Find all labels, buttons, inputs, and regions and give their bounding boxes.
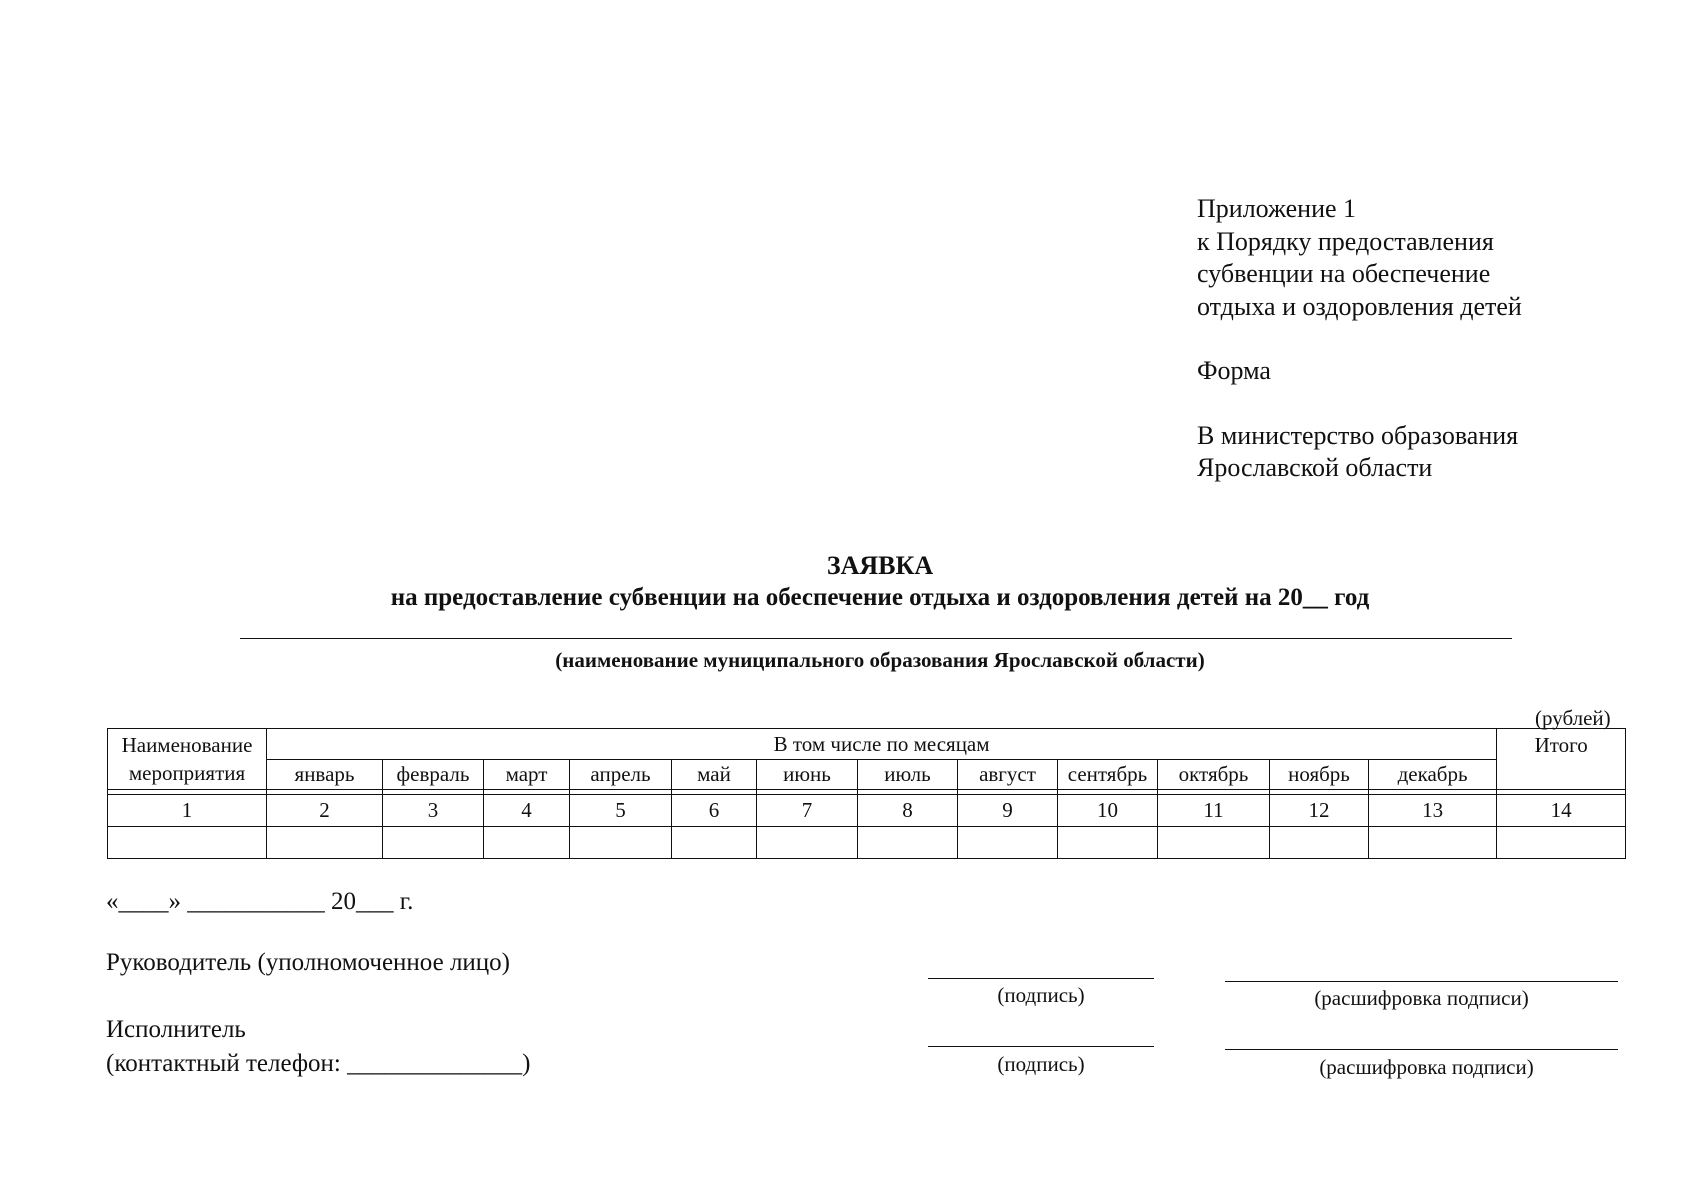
signature-caption: (подпись) xyxy=(997,1052,1085,1076)
column-number: 5 xyxy=(570,795,672,827)
annex-line: отдыха и оздоровления детей xyxy=(1197,291,1522,321)
units-label: (рублей) xyxy=(1535,706,1611,730)
executor-signature-line xyxy=(928,1046,1154,1047)
head-signature-line xyxy=(928,978,1154,979)
header-activity-name xyxy=(108,729,267,790)
month-june: июнь xyxy=(757,760,858,790)
form-label: Форма xyxy=(1197,356,1271,385)
data-cell[interactable] xyxy=(1270,827,1369,859)
column-number: 12 xyxy=(1270,795,1369,827)
month-january: январь xyxy=(267,760,383,790)
municipality-blank-line xyxy=(240,638,1512,639)
data-cell[interactable] xyxy=(484,827,570,859)
month-august: август xyxy=(958,760,1058,790)
document-title: ЗАЯВКА xyxy=(826,551,934,580)
signature-caption: (подпись) xyxy=(997,983,1085,1007)
data-cell[interactable] xyxy=(858,827,958,859)
addressee-line: В министерство образования xyxy=(1197,420,1519,450)
municipality-caption: (наименование муниципального образования Ярославской области) xyxy=(555,648,1205,672)
data-cell[interactable] xyxy=(1497,827,1626,859)
annex-block xyxy=(1197,193,1617,485)
data-cell[interactable] xyxy=(958,827,1058,859)
column-number: 1 xyxy=(108,795,267,827)
executor-label: Исполнитель xyxy=(106,1016,246,1043)
data-cell[interactable] xyxy=(267,827,383,859)
data-cell[interactable] xyxy=(108,827,267,859)
month-november: ноябрь xyxy=(1270,760,1369,790)
month-october: октябрь xyxy=(1158,760,1270,790)
month-february: февраль xyxy=(383,760,484,790)
addressee-line: Ярославской области xyxy=(1197,453,1433,482)
month-may: май xyxy=(672,760,757,790)
phone-label: (контактный телефон: ______________) xyxy=(106,1050,531,1077)
data-cell[interactable] xyxy=(1058,827,1158,859)
table-row xyxy=(108,827,1626,859)
budget-table xyxy=(107,728,1626,859)
annex-line: Приложение 1 xyxy=(1197,194,1357,223)
table-number-row xyxy=(108,795,1626,827)
column-number: 13 xyxy=(1369,795,1497,827)
header-activity-name-line: мероприятия xyxy=(128,761,246,785)
column-number: 7 xyxy=(757,795,858,827)
header-activity-name-line: Наименование xyxy=(121,733,253,757)
annex-line: субвенции на обеспечение xyxy=(1197,259,1491,288)
table-header-row xyxy=(108,729,1626,760)
date-field: «____» ___________ 20___ г. xyxy=(106,888,414,915)
month-july: июль xyxy=(858,760,958,790)
data-cell[interactable] xyxy=(1158,827,1270,859)
column-number: 2 xyxy=(267,795,383,827)
table-months-row xyxy=(108,760,1626,790)
data-cell[interactable] xyxy=(383,827,484,859)
column-number: 6 xyxy=(672,795,757,827)
header-total: Итого xyxy=(1497,729,1626,790)
column-number: 10 xyxy=(1058,795,1158,827)
column-number: 4 xyxy=(484,795,570,827)
data-cell[interactable] xyxy=(570,827,672,859)
data-cell[interactable] xyxy=(672,827,757,859)
column-number: 9 xyxy=(958,795,1058,827)
column-number: 11 xyxy=(1158,795,1270,827)
data-cell[interactable] xyxy=(1369,827,1497,859)
head-label: Руководитель (уполномоченное лицо) xyxy=(106,949,511,976)
document-subtitle: на предоставление субвенции на обеспечение отдыха и оздоровления детей на 20__ год xyxy=(390,584,1370,611)
decode-caption: (расшифровка подписи) xyxy=(1314,986,1529,1010)
head-decode-line xyxy=(1225,981,1618,982)
data-cell[interactable] xyxy=(757,827,858,859)
column-number: 3 xyxy=(383,795,484,827)
month-march: март xyxy=(484,760,570,790)
executor-decode-line xyxy=(1225,1049,1618,1050)
header-months: В том числе по месяцам xyxy=(267,729,1497,760)
decode-caption: (расшифровка подписи) xyxy=(1319,1055,1534,1079)
month-april: апрель xyxy=(570,760,672,790)
column-number: 8 xyxy=(858,795,958,827)
month-december: декабрь xyxy=(1369,760,1497,790)
month-september: сентябрь xyxy=(1058,760,1158,790)
column-number: 14 xyxy=(1497,795,1626,827)
annex-line: к Порядку предоставления xyxy=(1197,226,1494,256)
